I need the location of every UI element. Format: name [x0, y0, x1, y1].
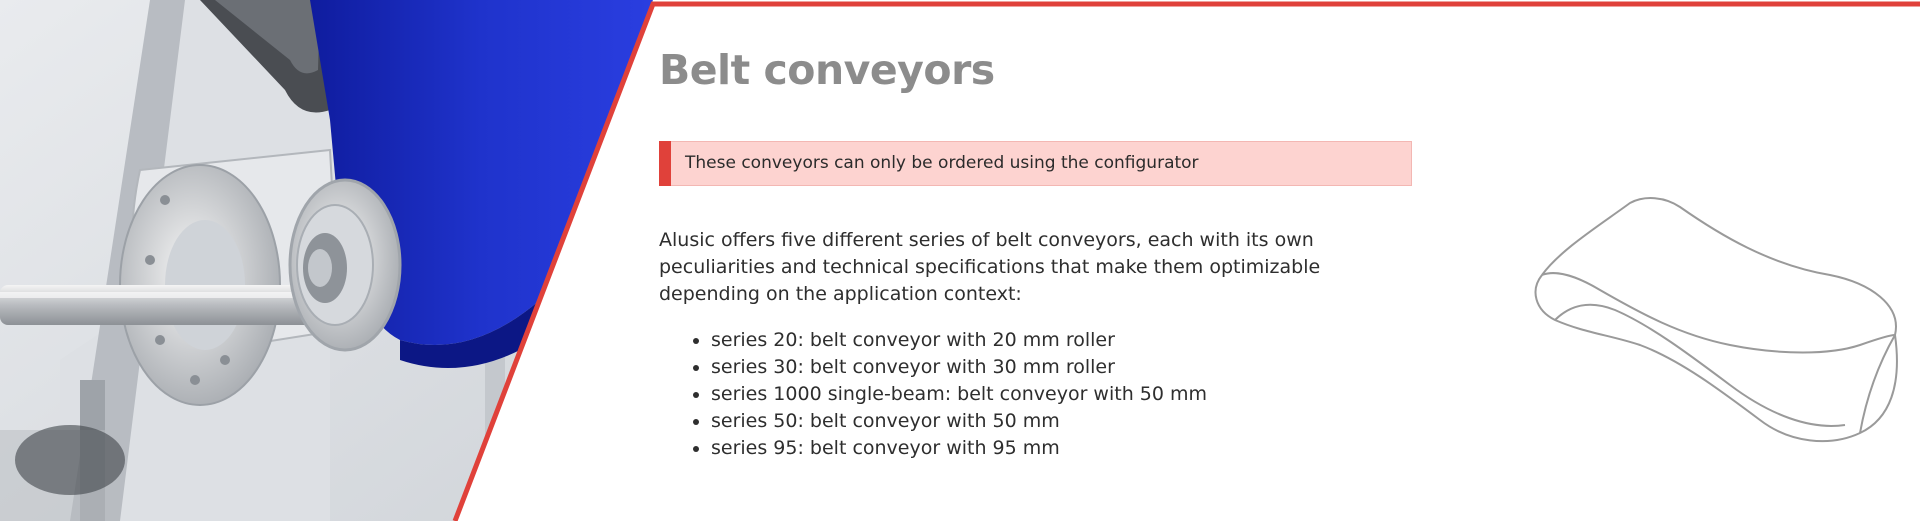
- list-item: • series 20: belt conveyor with 20 mm roller: [711, 327, 1207, 354]
- list-item: • series 50: belt conveyor with 50 mm: [711, 408, 1207, 435]
- list-item: • series 95: belt conveyor with 95 mm: [711, 435, 1207, 462]
- notice-text: These conveyors can only be ordered using the configurator: [685, 153, 1199, 173]
- intro-paragraph: Alusic offers five different series of belt conveyors, each with its own peculiarities and technical specifications that make them optimizable depending on the application context:: [659, 229, 1321, 305]
- list-item: • series 1000 single-beam: belt conveyor with 50 mm: [711, 381, 1207, 408]
- conveyor-belt-loop-icon: [1530, 195, 1910, 455]
- page-title: Belt conveyors: [659, 46, 995, 94]
- configurator-notice: [659, 141, 1412, 186]
- series-list: [659, 327, 1207, 462]
- notice-accent-bar: [659, 141, 671, 186]
- conveyor-hero-image: [0, 0, 700, 521]
- list-item: • series 30: belt conveyor with 30 mm roller: [711, 354, 1207, 381]
